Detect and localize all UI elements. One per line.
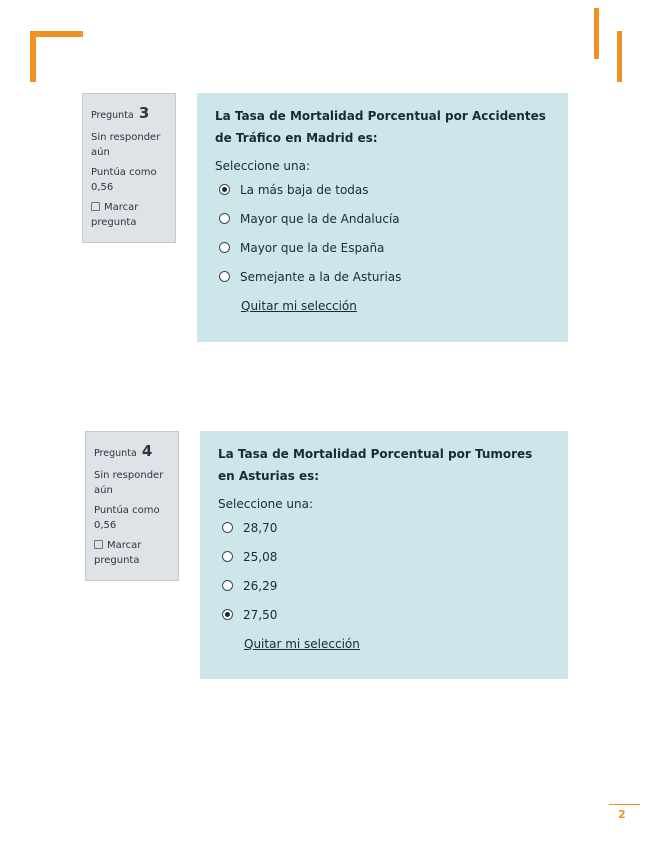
question-card-3: [197, 93, 568, 342]
clear-selection-link[interactable]: Quitar mi selección: [244, 637, 360, 651]
question-info-4: [85, 431, 179, 581]
flag-icon: [94, 540, 103, 549]
question-text: La Tasa de Mortalidad Porcentual por Accidentes de Tráfico en Madrid es:: [215, 109, 546, 145]
answer-option[interactable]: [218, 600, 550, 629]
flag-icon: [91, 202, 100, 211]
radio-button-selected[interactable]: [222, 609, 233, 620]
question-status: Sin responder aún: [94, 469, 164, 496]
answer-option[interactable]: [218, 571, 550, 600]
question-text: La Tasa de Mortalidad Porcentual por Tumores en Asturias es:: [218, 447, 533, 483]
question-number: 4: [141, 442, 153, 460]
option-label: Semejante a la de Asturias: [240, 269, 402, 284]
answer-option[interactable]: [218, 513, 550, 542]
page-number: 2: [618, 808, 626, 821]
radio-button[interactable]: [222, 522, 233, 533]
question-header: [94, 440, 178, 463]
corner-decoration-horizontal: [30, 31, 83, 37]
option-label: 25,08: [243, 549, 278, 564]
question-number: 3: [138, 104, 150, 122]
question-score: Puntúa como 0,56: [91, 166, 157, 193]
question-header: [91, 102, 175, 125]
corner-decoration-vertical: [30, 31, 36, 82]
radio-button[interactable]: [222, 580, 233, 591]
radio-button[interactable]: [219, 271, 230, 282]
flag-question-link[interactable]: [91, 200, 175, 230]
answer-option[interactable]: [215, 204, 550, 233]
question-label: Pregunta: [91, 110, 134, 121]
answer-prompt: Seleccione una:: [215, 159, 310, 173]
option-label: Mayor que la de Andalucía: [240, 211, 400, 226]
option-label: Mayor que la de España: [240, 240, 385, 255]
radio-button[interactable]: [222, 551, 233, 562]
flag-question-link[interactable]: [94, 538, 178, 568]
option-label: 26,29: [243, 578, 278, 593]
clear-selection-link[interactable]: Quitar mi selección: [241, 299, 357, 313]
answer-prompt: Seleccione una:: [218, 497, 313, 511]
radio-button[interactable]: [219, 242, 230, 253]
question-card-4: [200, 431, 568, 679]
question-label: Pregunta: [94, 448, 137, 459]
answer-option[interactable]: [215, 175, 550, 204]
answer-option[interactable]: [218, 542, 550, 571]
question-score: Puntúa como 0,56: [94, 504, 160, 531]
decoration-bar-left: [594, 8, 599, 59]
page-number-rule: [609, 804, 640, 805]
question-info-3: [82, 93, 176, 243]
option-label: 28,70: [243, 520, 278, 535]
decoration-bar-right: [617, 31, 622, 82]
flag-label: Marcar pregunta: [91, 201, 139, 228]
answer-option[interactable]: [215, 262, 550, 291]
radio-button[interactable]: [219, 213, 230, 224]
question-status: Sin responder aún: [91, 131, 161, 158]
flag-label: Marcar pregunta: [94, 539, 142, 566]
option-label: 27,50: [243, 607, 278, 622]
radio-button-selected[interactable]: [219, 184, 230, 195]
option-label: La más baja de todas: [240, 182, 369, 197]
answer-option[interactable]: [215, 233, 550, 262]
